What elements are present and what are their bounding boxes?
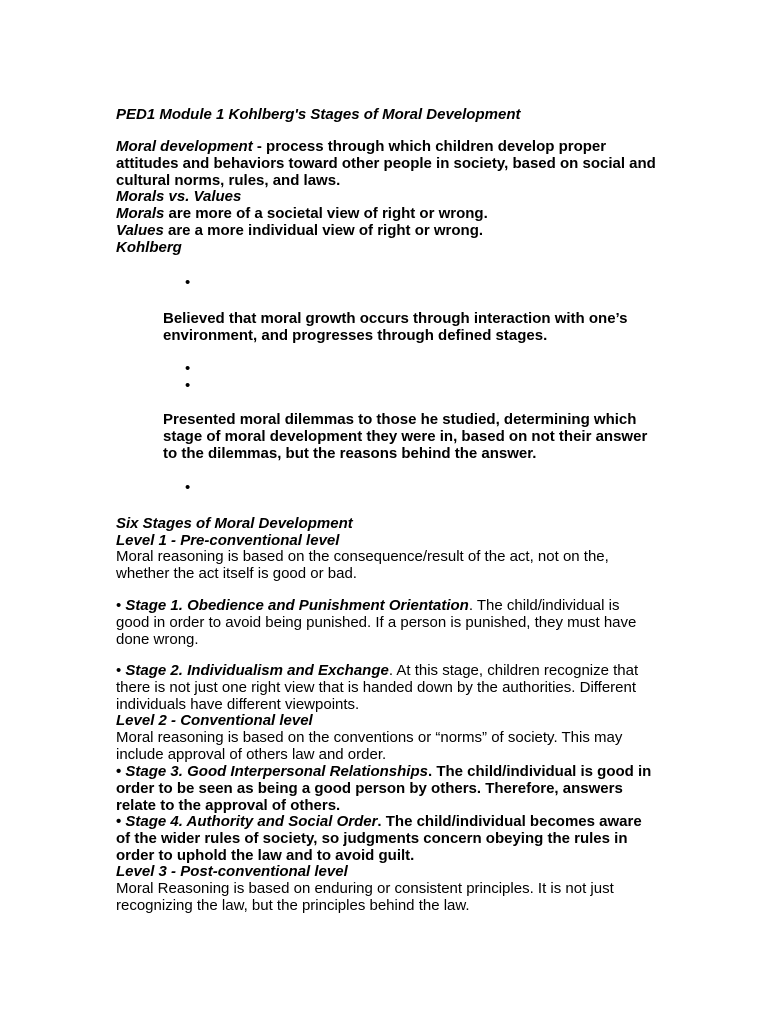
- kohlberg-point-interaction: Believed that moral growth occurs through interaction with one’s environment, and progresses through defined stages.: [163, 310, 628, 344]
- stage3-name: Stage 3. Good Interpersonal Relationships: [125, 763, 428, 780]
- stage4-paragraph: [116, 814, 646, 864]
- stage3-text: . The child/individual is good in order to be seen as being a good person by others. Therefore, answers relate to the approval of others.: [116, 763, 652, 814]
- stage2-bullet: •: [116, 662, 126, 679]
- level1-text: Moral reasoning is based on the consequence/result of the act, not on the, whether the act itself is good or bad.: [116, 548, 609, 582]
- moral-development-text: - process through which children develop proper attitudes and behaviors toward other people in society, based on social and cultural norms, rules, and laws.: [116, 138, 656, 189]
- bullet-marker: •: [185, 377, 191, 394]
- stage4-name: Stage 4. Authority and Social Order: [125, 813, 378, 830]
- level1-heading: Level 1 - Pre-conventional level: [116, 532, 340, 549]
- moral-development-term: Moral development: [116, 138, 253, 155]
- stage4-text: . The child/individual becomes aware of the wider rules of society, so judgments concern obeying the rules in order to uphold the law and to avoid guilt.: [116, 813, 642, 864]
- stage3-bullet: •: [116, 763, 126, 780]
- stage4-bullet: •: [116, 813, 126, 830]
- morals-term: Morals: [116, 205, 165, 222]
- stage1-paragraph: [116, 598, 646, 648]
- stage3-paragraph: [116, 764, 656, 814]
- six-stages-heading: Six Stages of Moral Development: [116, 515, 353, 532]
- stage1-name: Stage 1. Obedience and Punishment Orientation: [125, 597, 469, 614]
- values-text: are a more individual view of right or wrong.: [163, 222, 484, 239]
- morals-text: are more of a societal view of right or wrong.: [164, 205, 488, 222]
- level2-heading: Level 2 - Conventional level: [116, 712, 313, 729]
- morals-vs-values-heading: Morals vs. Values: [116, 188, 242, 205]
- stage2-text: . At this stage, children recognize that there is not just one right view that is handed down by the authorities. Different individuals have different viewpoints.: [116, 662, 639, 713]
- bullet-marker: •: [185, 274, 191, 291]
- kohlberg-heading: Kohlberg: [116, 239, 182, 256]
- moral-development-definition: [116, 139, 656, 189]
- document-title: PED1 Module 1 Kohlberg's Stages of Moral Development: [116, 106, 521, 123]
- morals-line: [116, 206, 488, 223]
- level3-text: Moral Reasoning is based on enduring or consistent principles. It is not just recognizing the law, but the principles behind the law.: [116, 880, 614, 914]
- stage1-bullet: •: [116, 597, 126, 614]
- stage2-name: Stage 2. Individualism and Exchange: [125, 662, 389, 679]
- level3-heading: Level 3 - Post-conventional level: [116, 863, 348, 880]
- stage1-text: . The child/individual is good in order to avoid being punished. If a person is punished, they must have done wrong.: [116, 597, 637, 648]
- bullet-marker: •: [185, 360, 191, 377]
- values-line: [116, 223, 483, 240]
- kohlberg-point-dilemmas: Presented moral dilemmas to those he studied, determining which stage of moral development they were in, based on not their answer to the dilemmas, but the reasons behind the answer.: [163, 411, 648, 462]
- values-term: Values: [116, 222, 164, 239]
- bullet-marker: •: [185, 479, 191, 496]
- stage2-paragraph: [116, 663, 646, 713]
- level2-text: Moral reasoning is based on the conventions or “norms” of society. This may include approval of others law and order.: [116, 729, 623, 763]
